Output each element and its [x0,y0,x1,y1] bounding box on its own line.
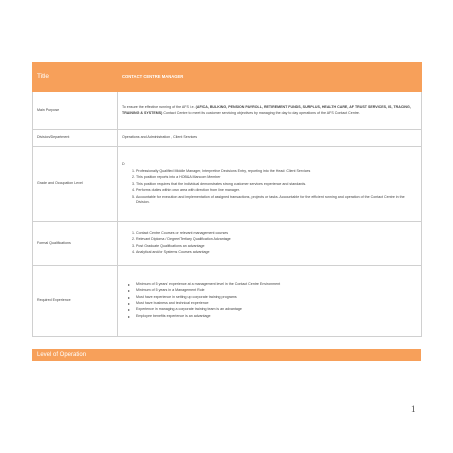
main-purpose-prefix: To ensure the effective running of the AFS i.e. [122,105,195,110]
main-purpose-row [33,92,422,130]
list-item: 2. This position reports into a HOB&A Mancom Member [136,175,417,180]
list-item: ▸ Experience in managing a corporate training team is an advantage [136,307,417,312]
qualifications-label: Formal Qualifications [33,222,118,266]
list-item: ▸ Must have experience in setting up corporate training programs [136,295,417,300]
list-item: 3. Post Graduate Qualifications an advantage [136,244,417,249]
list-item: ▸ Minimum of 5 years in a Management Role [136,288,417,293]
experience-row [33,266,422,337]
job-description-table [32,62,422,337]
grade-list [122,169,417,205]
list-item: ▸ Minimum of 5 years' experience at a management level in the Contact Centre Environment [136,282,417,287]
list-item: 1. Contact Centre Courses or relevant management courses [136,231,417,236]
list-item: 4. Performs duties within own area with direction from line manager. [136,188,417,193]
division-value: Operations and Administration , Client Services [118,130,422,147]
experience-list [122,282,417,319]
page-number: 1 [411,404,416,414]
list-item: 2. Relevant Diploma / Degree/Tertiary Qualification Advantage [136,237,417,242]
division-row [33,130,422,147]
list-item: ▸ Must have business and technical experience [136,301,417,306]
experience-value [118,266,422,337]
grade-row [33,147,422,222]
main-purpose-value [118,92,422,130]
grade-lead: D [122,161,125,166]
list-item: 4. Analytical and/or Systems Courses advantage [136,250,417,255]
division-label: Division/Department [33,130,118,147]
list-item: 1. Professionally Qualified Middle Manager, Interpretive Decisions Entry, reporting into the Head: Client Services [136,169,417,174]
qualifications-list [122,231,417,255]
qualifications-row [33,222,422,266]
main-purpose-label: Main Purpose [33,92,118,130]
main-purpose-highlight: (AFICA, BULKING, PENSION PAYROLL, RETIREMENT FUNDS, SURPLUS, HEALTH CARE, AF TRUST SERVICES, IS, TRACING, TRAINING & SYSTEMS) [122,105,411,115]
header-label: Title [33,63,118,92]
list-item: 3. This position requires that the individual demonstrates strong customer services experience and standards. [136,182,417,187]
main-purpose-suffix: Contact Centre to meet its customer servicing objectives by managing the day to day operations of the AFS Contact Centre. [163,110,360,115]
grade-label: Grade and Occupation Level [33,147,118,222]
qualifications-value [118,222,422,266]
experience-label: Required Experience [33,266,118,337]
level-of-operation-heading: Level of Operation [32,349,421,361]
job-title: CONTACT CENTRE MANAGER [118,63,422,92]
list-item: ▸ Employee benefits experience is an advantage [136,314,417,319]
table-header-row [33,63,422,92]
grade-value [118,147,422,222]
list-item: 5. Accountable for execution and implementation of assigned transactions, projects or tasks. Accountable for the efficient running and operation of the Contact Centre in the Division. [136,195,417,205]
